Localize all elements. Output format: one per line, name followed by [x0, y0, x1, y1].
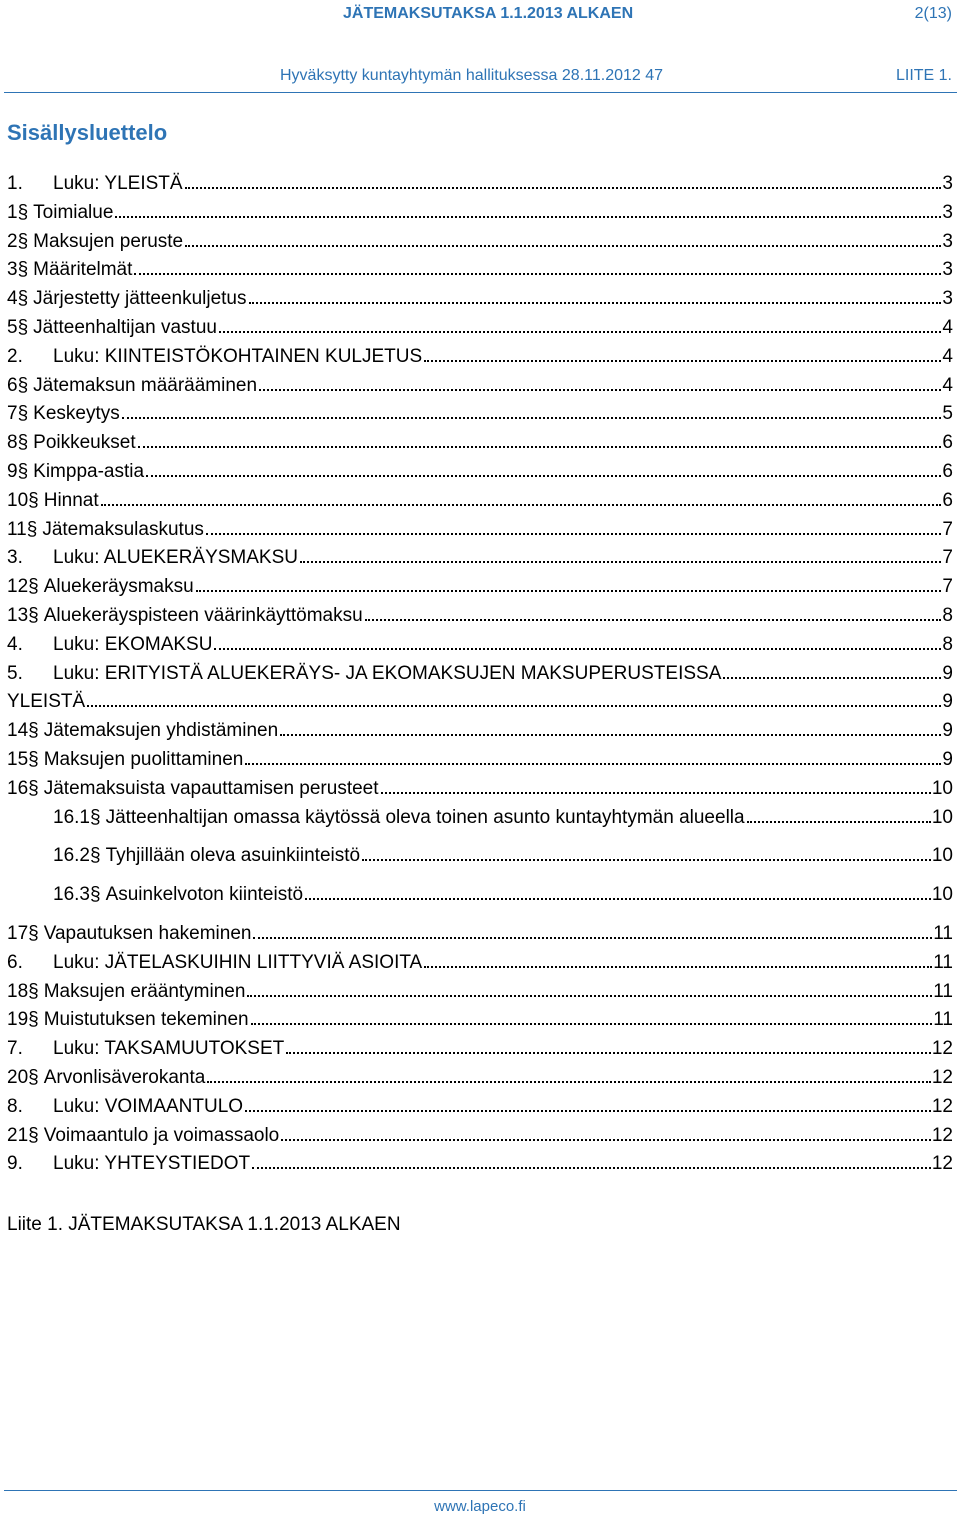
entry-label: Jätemaksujen yhdistäminen: [43, 720, 279, 742]
toc-heading: Sisällysluettelo: [7, 120, 168, 145]
dot-leader: [381, 792, 931, 794]
entry-number: 5.: [7, 662, 23, 684]
entry-page: 11: [933, 1009, 953, 1031]
toc-entry[interactable]: [7, 605, 953, 634]
table-of-contents: [7, 173, 953, 1182]
entry-number: 3: [7, 259, 18, 281]
entry-label: Maksujen puolittaminen: [43, 748, 244, 770]
toc-entry[interactable]: [7, 346, 953, 375]
dot-leader: [134, 273, 941, 275]
entry-label: Kimppa-astia: [33, 460, 145, 482]
dot-leader: [281, 1139, 931, 1141]
dot-leader: [196, 590, 942, 592]
entry-label: Asuinkelvoton kiinteistö: [105, 884, 304, 906]
dot-leader: [305, 898, 931, 900]
entry-label: Keskeytys: [33, 403, 120, 425]
section-sign-icon: §: [28, 748, 39, 770]
entry-page: 9: [942, 662, 953, 684]
entry-page: 12: [931, 1095, 953, 1117]
toc-entry[interactable]: [7, 634, 953, 663]
section-sign-icon: §: [17, 374, 29, 396]
dot-leader: [214, 648, 941, 650]
entry-number: 16.2: [53, 845, 90, 867]
toc-entry[interactable]: [7, 952, 953, 981]
toc-entry[interactable]: [7, 1153, 953, 1182]
section-sign-icon: §: [17, 316, 29, 338]
section-sign-icon: §: [28, 604, 39, 626]
entry-label: Aluekeräyspisteen väärinkäyttömaksu: [43, 604, 363, 626]
entry-number: 7.: [7, 1038, 23, 1060]
entry-page: 3: [942, 230, 953, 252]
dot-leader: [259, 389, 941, 391]
toc-entry[interactable]: [7, 720, 953, 749]
toc-entry[interactable]: [7, 490, 953, 519]
dot-leader: [115, 216, 941, 218]
toc-entry[interactable]: [7, 576, 953, 605]
toc-entry[interactable]: [7, 923, 953, 952]
section-sign-icon: §: [26, 518, 38, 540]
entry-page: 11: [933, 922, 953, 944]
entry-page: 12: [931, 1038, 953, 1060]
toc-entry[interactable]: [7, 981, 953, 1010]
entry-number: 16.3: [53, 884, 90, 906]
entry-page: 9: [942, 720, 953, 742]
toc-entry[interactable]: [7, 432, 953, 461]
section-sign-icon: §: [17, 403, 29, 425]
entry-number: 2.: [7, 345, 23, 367]
section-sign-icon: §: [28, 777, 39, 799]
toc-entry[interactable]: [7, 173, 953, 202]
section-sign-icon: §: [89, 806, 101, 828]
entry-label: Maksujen erääntyminen: [43, 980, 246, 1002]
appendix-label: LIITE 1.: [895, 67, 952, 84]
section-sign-icon: §: [89, 845, 101, 867]
toc-entry[interactable]: [7, 231, 953, 260]
entry-number: 6.: [7, 951, 23, 973]
toc-entry[interactable]: [7, 884, 953, 913]
entry-page: 7: [942, 518, 953, 540]
entry-label: Voimaantulo ja voimassaolo: [43, 1124, 280, 1146]
toc-entry[interactable]: [7, 461, 953, 490]
dot-leader: [207, 1081, 931, 1083]
header-divider: [4, 92, 957, 93]
entry-number: 1: [7, 201, 18, 223]
entry-label: Luku: VOIMAANTULO: [53, 1095, 244, 1117]
entry-number: 5: [7, 316, 18, 338]
entry-label: Toimialue: [33, 201, 114, 223]
entry-page: 7: [942, 547, 953, 569]
toc-entry[interactable]: [7, 1067, 953, 1096]
dot-leader: [362, 859, 931, 861]
toc-entry[interactable]: [7, 403, 953, 432]
entry-label: Luku: YLEISTÄ: [53, 173, 183, 194]
entry-label: Jätemaksulaskutus: [42, 518, 204, 540]
toc-entry[interactable]: [7, 1009, 953, 1038]
entry-label: Jätteenhaltijan omassa käytössä oleva toinen asunto kuntayhtymän alueella: [105, 806, 745, 828]
toc-entry[interactable]: [7, 547, 953, 576]
section-sign-icon: §: [28, 922, 39, 944]
entry-number: 20: [7, 1066, 29, 1088]
entry-label: YLEISTÄ: [7, 691, 86, 713]
dot-leader: [185, 187, 942, 189]
approval-note: Hyväksytty kuntayhtymän hallituksessa 28.11.2012 47: [280, 67, 664, 84]
dot-leader: [251, 1023, 933, 1025]
entry-label: Vapautuksen hakeminen: [43, 922, 252, 944]
entry-label: Hinnat: [43, 489, 99, 511]
entry-label: Järjestetty jätteenkuljetus: [33, 288, 247, 310]
toc-entry[interactable]: [7, 259, 953, 288]
toc-entry[interactable]: [7, 663, 953, 692]
entry-number: 4.: [7, 633, 23, 655]
toc-entry[interactable]: [7, 1038, 953, 1067]
toc-entry[interactable]: [7, 845, 953, 874]
entry-label: Aluekeräysmaksu: [43, 576, 194, 598]
entry-label: Muistutuksen tekeminen: [43, 1009, 249, 1031]
page-number: 2(13): [914, 5, 952, 22]
dot-leader: [247, 995, 932, 997]
entry-page: 4: [942, 316, 953, 338]
entry-label: Luku: EKOMAKSU: [53, 633, 213, 655]
entry-page: 6: [942, 432, 953, 454]
section-sign-icon: §: [17, 201, 29, 223]
entry-number: 15: [7, 748, 29, 770]
entry-label: Arvonlisäverokanta: [43, 1066, 206, 1088]
toc-entry[interactable]: [7, 1125, 953, 1154]
toc-entry[interactable]: [7, 375, 953, 404]
toc-entry[interactable]: [7, 778, 953, 807]
dot-leader: [219, 331, 941, 333]
toc-entry[interactable]: [7, 317, 953, 346]
entry-number: 6: [7, 374, 18, 396]
dot-leader: [747, 821, 931, 823]
dot-leader: [300, 561, 941, 563]
dot-leader: [206, 533, 942, 535]
section-sign-icon: §: [28, 576, 39, 598]
section-sign-icon: §: [28, 980, 39, 1002]
entry-number: 19: [7, 1009, 29, 1031]
entry-number: 3.: [7, 547, 23, 569]
entry-page: 10: [931, 845, 953, 867]
entry-page: 8: [942, 604, 953, 626]
entry-page: 6: [942, 460, 953, 482]
section-sign-icon: §: [28, 1009, 39, 1031]
section-sign-icon: §: [28, 1066, 39, 1088]
entry-label: Määritelmät: [33, 259, 133, 281]
entry-label: Poikkeukset: [33, 432, 136, 454]
toc-entry[interactable]: [7, 749, 953, 778]
appendix-reference: Liite 1. JÄTEMAKSUTAKSA 1.1.2013 ALKAEN: [7, 1214, 401, 1235]
toc-entry[interactable]: [7, 1096, 953, 1125]
entry-page: 9: [942, 748, 953, 770]
entry-page: 9: [942, 691, 953, 713]
dot-leader: [253, 937, 932, 939]
entry-page: 12: [931, 1124, 953, 1146]
entry-page: 7: [942, 576, 953, 598]
dot-leader: [122, 417, 942, 419]
toc-entry[interactable]: [7, 519, 953, 548]
entry-label: Jätemaksuista vapauttamisen perusteet: [43, 777, 379, 799]
dot-leader: [424, 966, 932, 968]
entry-number: 8: [7, 432, 18, 454]
section-sign-icon: §: [17, 288, 29, 310]
entry-page: 12: [931, 1153, 953, 1175]
entry-label: Luku: YHTEYSTIEDOT: [53, 1153, 251, 1175]
section-sign-icon: §: [17, 460, 29, 482]
entry-page: 3: [942, 201, 953, 223]
entry-label: Luku: TAKSAMUUTOKSET: [53, 1038, 285, 1060]
dot-leader: [723, 677, 941, 679]
section-sign-icon: §: [28, 720, 39, 742]
entry-number: 21: [7, 1124, 29, 1146]
entry-number: 16.1: [53, 806, 90, 828]
entry-page: 4: [942, 374, 953, 396]
entry-number: 10: [7, 489, 29, 511]
entry-page: 4: [942, 345, 953, 367]
entry-number: 13: [7, 604, 29, 626]
dot-leader: [87, 705, 941, 707]
entry-number: 17: [7, 922, 29, 944]
entry-page: 3: [942, 173, 953, 194]
entry-label: Tyhjillään oleva asuinkiinteistö: [105, 845, 361, 867]
toc-entry[interactable]: [7, 202, 953, 231]
entry-label: Luku: ALUEKERÄYSMAKSU: [53, 547, 298, 569]
dot-leader: [146, 475, 941, 477]
dot-leader: [249, 302, 942, 304]
entry-number: 11: [7, 518, 27, 540]
section-sign-icon: §: [17, 432, 29, 454]
entry-number: 12: [7, 576, 29, 598]
section-sign-icon: §: [28, 489, 39, 511]
dot-leader: [365, 619, 942, 621]
toc-entry[interactable]: [7, 288, 953, 317]
entry-page: 3: [942, 259, 953, 281]
toc-entry[interactable]: [7, 691, 953, 720]
entry-number: 7: [7, 403, 18, 425]
dot-leader: [138, 446, 942, 448]
entry-label: Jätteenhaltijan vastuu: [33, 316, 217, 338]
entry-number: 9.: [7, 1153, 23, 1175]
entry-page: 10: [931, 806, 953, 828]
entry-page: 8: [942, 633, 953, 655]
entry-label: Luku: KIINTEISTÖKOHTAINEN KULJETUS: [53, 345, 423, 367]
entry-page: 11: [933, 951, 953, 973]
dot-leader: [245, 763, 941, 765]
entry-number: 14: [7, 720, 29, 742]
dot-leader: [101, 504, 942, 506]
entry-label: Jätemaksun määrääminen: [33, 374, 258, 396]
section-sign-icon: §: [17, 230, 29, 252]
section-sign-icon: §: [17, 259, 29, 281]
dot-leader: [245, 1110, 931, 1112]
entry-page: 3: [942, 288, 953, 310]
dot-leader: [280, 734, 941, 736]
dot-leader: [252, 1167, 931, 1169]
footer-divider: [4, 1490, 957, 1491]
section-sign-icon: §: [89, 884, 101, 906]
dot-leader: [286, 1052, 931, 1054]
entry-number: 4: [7, 288, 18, 310]
entry-label: Luku: JÄTELASKUIHIN LIITTYVIÄ ASIOITA: [53, 951, 423, 973]
header-title: JÄTEMAKSUTAKSA 1.1.2013 ALKAEN: [343, 5, 634, 22]
entry-number: 2: [7, 230, 18, 252]
entry-page: 6: [942, 489, 953, 511]
entry-label: Luku: ERITYISTÄ ALUEKERÄYS- JA EKOMAKSUJEN MAKSUPERUSTEISSA: [53, 662, 722, 684]
entry-number: 9: [7, 460, 18, 482]
entry-page: 5: [942, 403, 953, 425]
entry-number: 16: [7, 777, 29, 799]
entry-page: 10: [931, 884, 953, 906]
dot-leader: [424, 360, 941, 362]
entry-label: Maksujen peruste: [33, 230, 184, 252]
section-sign-icon: §: [28, 1124, 39, 1146]
footer-website[interactable]: www.lapeco.fi: [434, 1498, 526, 1515]
entry-number: 8.: [7, 1095, 23, 1117]
entry-number: 1.: [7, 173, 23, 194]
entry-number: 18: [7, 980, 29, 1002]
dot-leader: [185, 245, 941, 247]
toc-entry[interactable]: [7, 807, 953, 836]
entry-page: 11: [933, 980, 953, 1002]
entry-page: 12: [931, 1066, 953, 1088]
entry-page: 10: [931, 777, 953, 799]
